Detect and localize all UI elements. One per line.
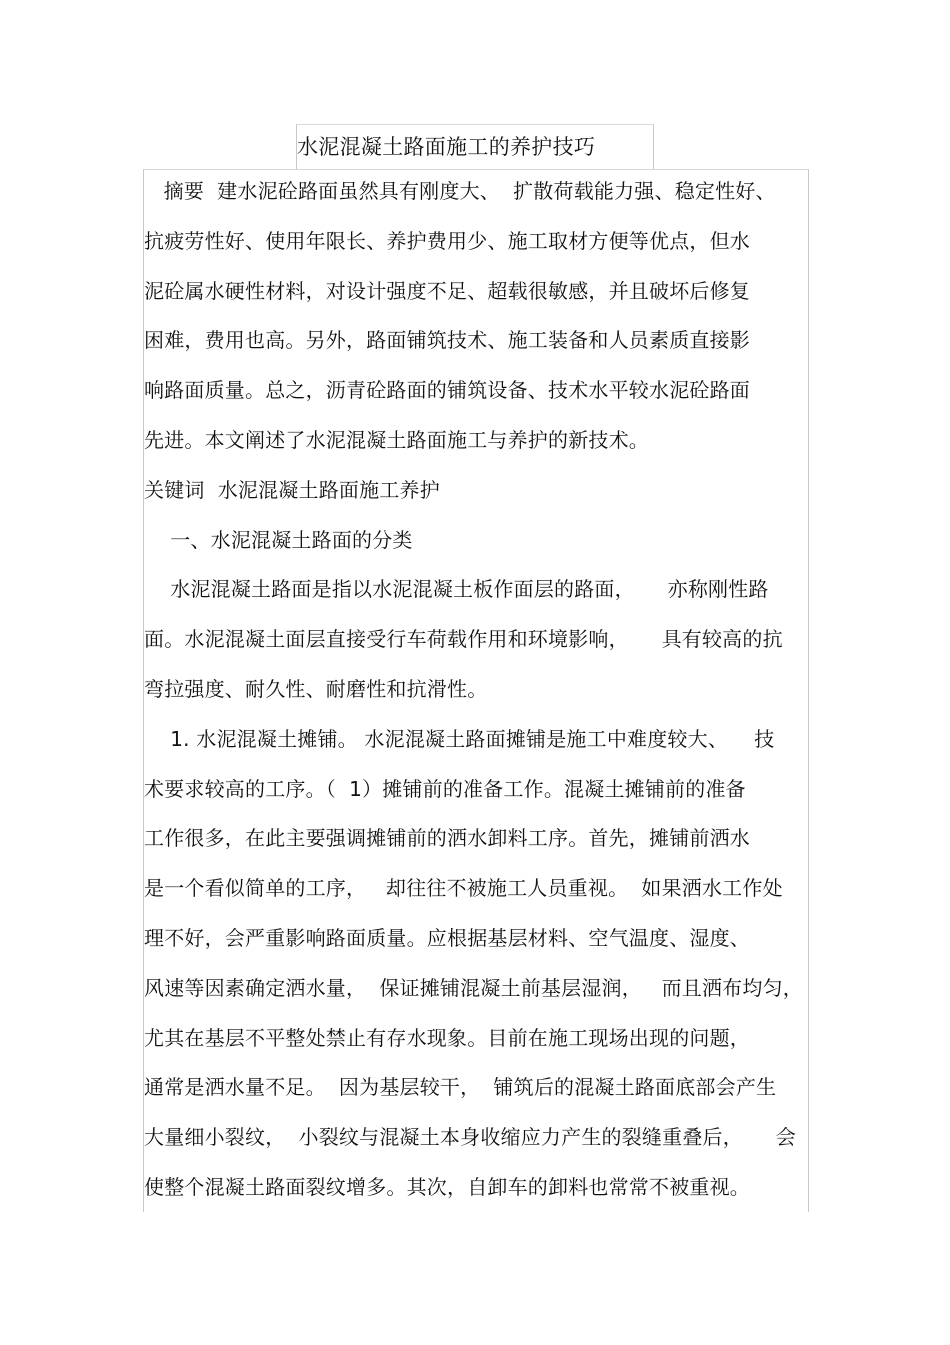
body-line: 泥砼属水硬性材料，对设计强度不足、超载很敏感，并且破坏后修复 <box>144 279 750 303</box>
body-line: 关键词 水泥混凝土路面施工养护 <box>144 478 440 502</box>
body-line: 面。水泥混凝土面层直接受行车荷载作用和环境影响， 具有较高的抗 <box>144 627 783 651</box>
body-line: 术要求较高的工序。（ 1）摊铺前的准备工作。混凝土摊铺前的准备 <box>144 777 746 801</box>
body-line: 是一个看似简单的工序， 却往往不被施工人员重视。 如果洒水工作处 <box>144 876 783 900</box>
body-line: 响路面质量。总之，沥青砼路面的铺筑设备、技术水平较水泥砼路面 <box>144 378 750 402</box>
body-line: 困难，费用也高。另外，路面铺筑技术、施工装备和人员素质直接影 <box>144 328 750 352</box>
body-line: 1. 水泥混凝土摊铺。 水泥混凝土路面摊铺是施工中难度较大、 技 <box>144 727 775 751</box>
body-line: 弯拉强度、耐久性、耐磨性和抗滑性。 <box>144 677 488 701</box>
body-line: 先进。本文阐述了水泥混凝土路面施工与养护的新技术。 <box>144 428 649 452</box>
body-line: 理不好，会严重影响路面质量。应根据基层材料、空气温度、湿度、 <box>144 926 750 950</box>
body-line: 使整个混凝土路面裂纹增多。其次，自卸车的卸料也常常不被重视。 <box>144 1175 750 1199</box>
document-title: 水泥混凝土路面施工的养护技巧 <box>297 135 596 159</box>
body-line: 风速等因素确定洒水量， 保证摊铺混凝土前基层湿润， 而且洒布均匀， <box>144 976 803 1000</box>
body-line: 大量细小裂纹， 小裂纹与混凝土本身收缩应力产生的裂缝重叠后， 会 <box>144 1125 796 1149</box>
body-line: 通常是洒水量不足。 因为基层较干， 铺筑后的混凝土路面底部会产生 <box>144 1075 777 1099</box>
title-frame <box>296 124 654 169</box>
body-line: 工作很多，在此主要强调摊铺前的洒水卸料工序。首先，摊铺前洒水 <box>144 826 750 850</box>
body-line: 水泥混凝土路面是指以水泥混凝土板作面层的路面， 亦称刚性路 <box>144 577 769 601</box>
body-line: 一、水泥混凝土路面的分类 <box>144 528 413 552</box>
body-line: 抗疲劳性好、使用年限长、养护费用少、施工取材方便等优点，但水 <box>144 229 750 253</box>
body-line: 摘要 建水泥砼路面虽然具有刚度大、 扩散荷载能力强、稳定性好、 <box>144 179 776 203</box>
body-line: 尤其在基层不平整处禁止有存水现象。目前在施工现场出现的问题， <box>144 1026 750 1050</box>
